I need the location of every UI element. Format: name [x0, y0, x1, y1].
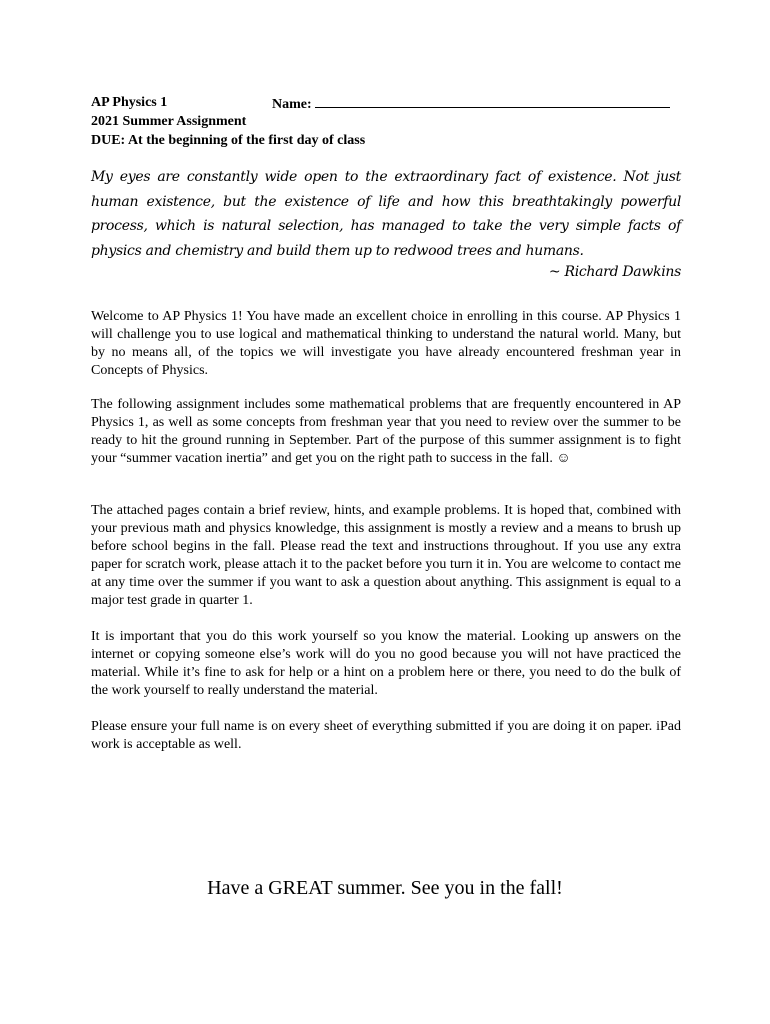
name-label: Name:	[272, 97, 312, 112]
closing-line: Have a GREAT summer. See you in the fall!	[207, 877, 563, 899]
paragraph-welcome: Welcome to AP Physics 1! You have made an excellent choice in enrolling in this course. AP Physics 1 will challenge you to use logical and mathematical thinking to understand the natural world. Many, but by no means all, of the topics we will investigate you have already encountered freshman year in Concepts of Physics.	[91, 309, 681, 378]
paragraph-name-on-sheet: Please ensure your full name is on every sheet of everything submitted if you are doing it on paper. iPad work is acceptable as well.	[91, 719, 681, 752]
document-header	[91, 93, 691, 150]
due-date: DUE: At the beginning of the first day of class	[91, 133, 366, 148]
opening-quote: My eyes are constantly wide open to the extraordinary fact of existence. Not just human existence, but the existence of life and how this breathtakingly powerful process, which is natural selection, has managed to take the very simple facts of physics and chemistry and build them up to redwood trees and humans.	[91, 169, 681, 259]
assignment-title: 2021 Summer Assignment	[91, 114, 247, 129]
paragraph-do-it-yourself: It is important that you do this work yourself so you know the material. Looking up answers on the internet or copying someone else’s work will do you no good because you will not have practiced the material. While it’s fine to ask for help or a hint on a problem here or there, you need to do the bulk of the work yourself to really understand the material.	[91, 629, 681, 698]
paragraph-attached-pages: The attached pages contain a brief review, hints, and example problems. It is hoped that, combined with your previous math and physics knowledge, this assignment is mostly a review and a means to brush up before school begins in the fall. Please read the text and instructions throughout. If you use any extra paper for scratch work, please attach it to the packet before you turn it in. You are welcome to contact me at any time over the summer if you want to ask a question about anything. This assignment is equal to a major test grade in quarter 1.	[91, 503, 681, 608]
course-title: AP Physics 1	[91, 95, 168, 110]
name-field	[272, 93, 670, 114]
name-blank-line	[315, 93, 670, 108]
quote-attribution: ~ Richard Dawkins	[548, 264, 681, 280]
paragraph-assignment: The following assignment includes some mathematical problems that are frequently encountered in AP Physics 1, as well as some concepts from freshman year that you need to review over the summer to be ready to hit the ground running in September. Part of the purpose of this summer assignment is to fight your “summer vacation inertia” and get you on the right path to success in the fall. ☺	[91, 397, 681, 466]
